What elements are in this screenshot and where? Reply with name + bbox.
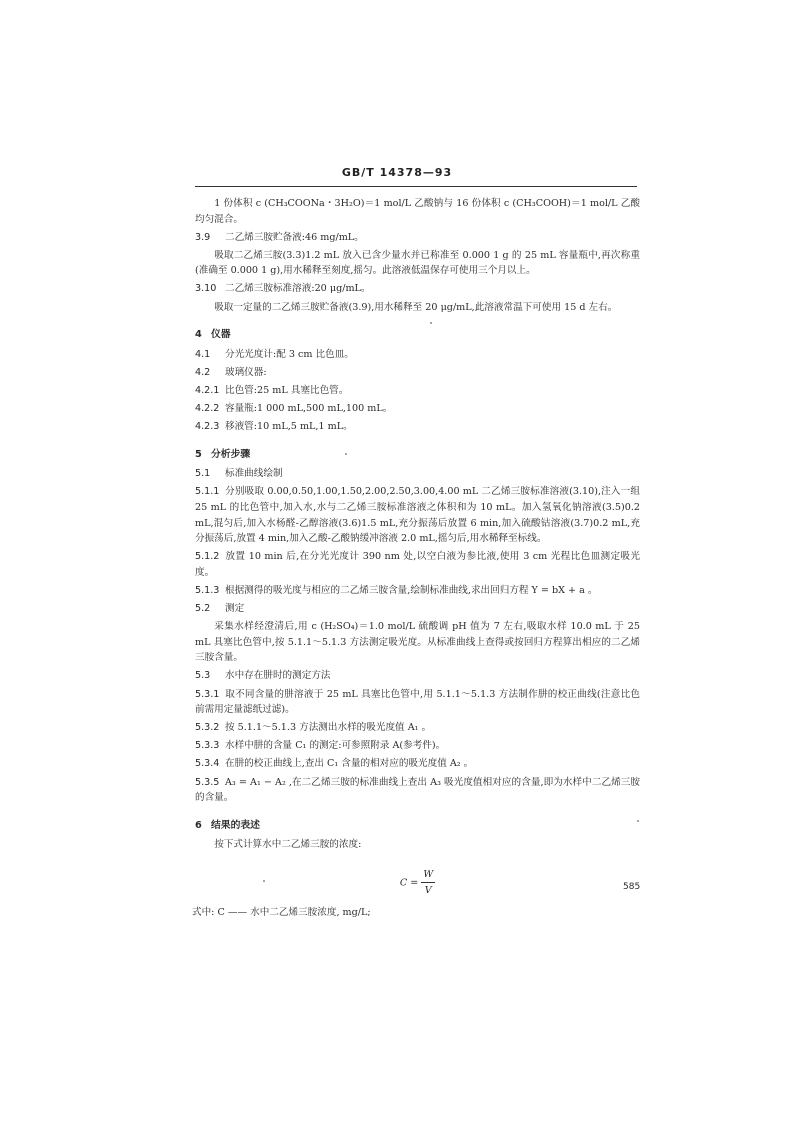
document-body bbox=[192, 196, 640, 923]
section-5-3-2 bbox=[195, 720, 640, 736]
standard-number-header: GB/T 14378—93 bbox=[341, 166, 453, 179]
formula-where-clause: 式中: C —— 水中二乙烯三胺浓度, mg/L; bbox=[192, 907, 371, 919]
section-number: 4.2.1 bbox=[195, 384, 220, 396]
section-text: 放置 10 min 后,在分光光度计 390 nm 处,以空白液为参比液,使用 3 cm 光程比色皿测定吸光度。 bbox=[195, 551, 640, 578]
section-4-2-2 bbox=[195, 401, 640, 417]
section-number: 5.1 bbox=[195, 468, 211, 480]
section-5-1-1 bbox=[195, 484, 640, 546]
scan-speck bbox=[430, 322, 432, 324]
section-number: 5.1.2 bbox=[195, 551, 220, 563]
concentration-formula bbox=[195, 867, 640, 899]
section-number: 5.3.2 bbox=[195, 722, 220, 734]
section-3-9-heading bbox=[195, 230, 640, 246]
section-6-body: 按下式计算水中二乙烯三胺的浓度: bbox=[214, 839, 362, 851]
scan-speck bbox=[637, 820, 639, 822]
section-text: 根据测得的吸光度与相应的二乙烯三胺含量,绘制标准曲线,求出回归方程 Y = bX + a 。 bbox=[225, 584, 598, 596]
section-4-heading bbox=[195, 327, 640, 343]
section-number: 5.1.1 bbox=[195, 486, 220, 498]
section-number: 6 bbox=[195, 819, 202, 831]
section-4-2-3 bbox=[195, 419, 640, 435]
section-text: 标准曲线绘制 bbox=[225, 468, 283, 480]
section-text: 测定 bbox=[225, 603, 245, 615]
section-5-3 bbox=[195, 668, 640, 684]
section-text: 分光光度计:配 3 cm 比色皿。 bbox=[225, 348, 354, 360]
section-3-10-body: 吸取一定量的二乙烯三胺贮备液(3.9),用水稀释至 20 μg/mL,此溶液常温下可使用 15 d 左右。 bbox=[214, 301, 618, 313]
section-number: 5.3.3 bbox=[195, 740, 220, 752]
section-number: 4.1 bbox=[195, 348, 211, 360]
section-text: 水中存在肼时的测定方法 bbox=[225, 670, 331, 682]
section-4-2 bbox=[195, 365, 640, 381]
formula-fraction bbox=[421, 867, 435, 899]
section-number: 5.2 bbox=[195, 603, 211, 615]
section-number: 4.2.2 bbox=[195, 403, 220, 415]
section-text: A₃ = A₁ − A₂ ,在二乙烯三胺的标准曲线上查出 A₃ 吸光度值相对应的含量,即为水样中二乙烯三胺的含量。 bbox=[195, 776, 640, 804]
section-text: 玻璃仪器: bbox=[225, 366, 267, 378]
section-4-1 bbox=[195, 347, 640, 363]
section-text: 取不同含量的肼溶液于 25 mL 具塞比色管中,用 5.1.1～5.1.3 方法制作肼的校正曲线(注意比色前需用定量滤纸过滤)。 bbox=[195, 688, 640, 716]
section-5-heading bbox=[195, 447, 640, 463]
section-5-3-5 bbox=[195, 775, 640, 806]
section-number: 5.3.1 bbox=[195, 688, 220, 700]
section-5-3-3 bbox=[195, 738, 640, 754]
formula-denominator: V bbox=[424, 885, 432, 897]
section-5-2 bbox=[195, 601, 640, 617]
formula-lhs: C = bbox=[399, 877, 419, 889]
section-number: 3.9 bbox=[195, 231, 211, 243]
section-number: 4.2 bbox=[195, 366, 211, 378]
section-text: 按 5.1.1～5.1.3 方法测出水样的吸光度值 A₁ 。 bbox=[225, 722, 432, 734]
section-3-9-body: 吸取二乙烯三胺(3.3)1.2 mL 放入已含少量水并已称准至 0.000 1 g 的 25 mL 容量瓶中,再次称重(准确至 0.000 1 g),用水稀释至刻度,摇匀。此溶液低温保存可使用三个月以上。 bbox=[195, 249, 640, 277]
section-5-3-4 bbox=[195, 756, 640, 772]
section-title: 分析步骤 bbox=[211, 448, 251, 460]
section-text: 容量瓶:1 000 mL,500 mL,100 mL。 bbox=[225, 403, 393, 415]
section-5-2-body: 采集水样经澄清后,用 c (H₂SO₄)＝1.0 mol/L 硫酸调 pH 值为 7 左右,吸取水样 10.0 mL 于 25 mL 具塞比色管中,按 5.1.1～5.1.3 方法测定吸光度。从标准曲线上查得或按回归方程算出相应的二乙烯三胺含量。 bbox=[195, 621, 640, 664]
section-text: 水样中肼的含量 C₁ 的测定:可参照附录 A(参考件)。 bbox=[225, 740, 446, 752]
section-title: 二乙烯三胺贮备液:46 mg/mL。 bbox=[225, 231, 364, 243]
header-rule bbox=[195, 186, 637, 187]
section-number: 5.1.3 bbox=[195, 584, 220, 596]
paragraph-buffer-mixing: 1 份体积 c (CH₃COONa・3H₂O)＝1 mol/L 乙酸钠与 16 份体积 c (CH₃COOH)＝1 mol/L 乙酸均匀混合。 bbox=[195, 198, 640, 225]
section-text: 在肼的校正曲线上,查出 C₁ 含量的相对应的吸光度值 A₂ 。 bbox=[225, 758, 474, 770]
section-text: 分别吸取 0.00,0.50,1.00,1.50,2.00,2.50,3.00,4.00 mL 二乙烯三胺标准溶液(3.10),注入一组 25 mL 的比色管中,加入水,水与二乙烯三胺标准溶液之体积和为 10 mL。加入氢氧化钠溶液(3.5)0.2 mL,混匀后,加入水杨醛-乙醇溶液(3.6)1.5 mL,充分振荡后放置 6 min,加入硫酸钴溶液(3.7)0.2 mL,充分振荡后,放置 4 min,加入乙酸-乙酸钠缓冲溶液 2.0 mL,摇匀后,用水稀释至标线。 bbox=[195, 486, 640, 545]
section-4-2-1 bbox=[195, 383, 640, 399]
formula-numerator: W bbox=[421, 867, 435, 884]
section-5-3-1 bbox=[195, 687, 640, 718]
section-number: 4 bbox=[195, 329, 202, 341]
section-title: 仪器 bbox=[211, 329, 231, 341]
section-text: 移液管:10 mL,5 mL,1 mL。 bbox=[225, 421, 353, 433]
section-5-1-3 bbox=[195, 583, 640, 599]
section-title: 结果的表述 bbox=[211, 819, 260, 831]
section-title: 二乙烯三胺标准溶液:20 μg/mL。 bbox=[225, 283, 371, 295]
section-number: 3.10 bbox=[195, 283, 217, 295]
page-number: 585 bbox=[623, 882, 641, 892]
scan-speck bbox=[345, 453, 347, 455]
section-5-1 bbox=[195, 466, 640, 482]
section-3-10-heading bbox=[195, 281, 640, 297]
section-number: 5.3.4 bbox=[195, 758, 220, 770]
section-number: 4.2.3 bbox=[195, 421, 220, 433]
section-6-heading bbox=[195, 818, 640, 834]
section-text: 比色管:25 mL 具塞比色管。 bbox=[225, 384, 349, 396]
section-number: 5.3 bbox=[195, 670, 211, 682]
section-5-1-2 bbox=[195, 549, 640, 580]
section-number: 5.3.5 bbox=[195, 776, 220, 788]
section-number: 5 bbox=[195, 448, 202, 460]
scan-speck bbox=[263, 880, 265, 882]
